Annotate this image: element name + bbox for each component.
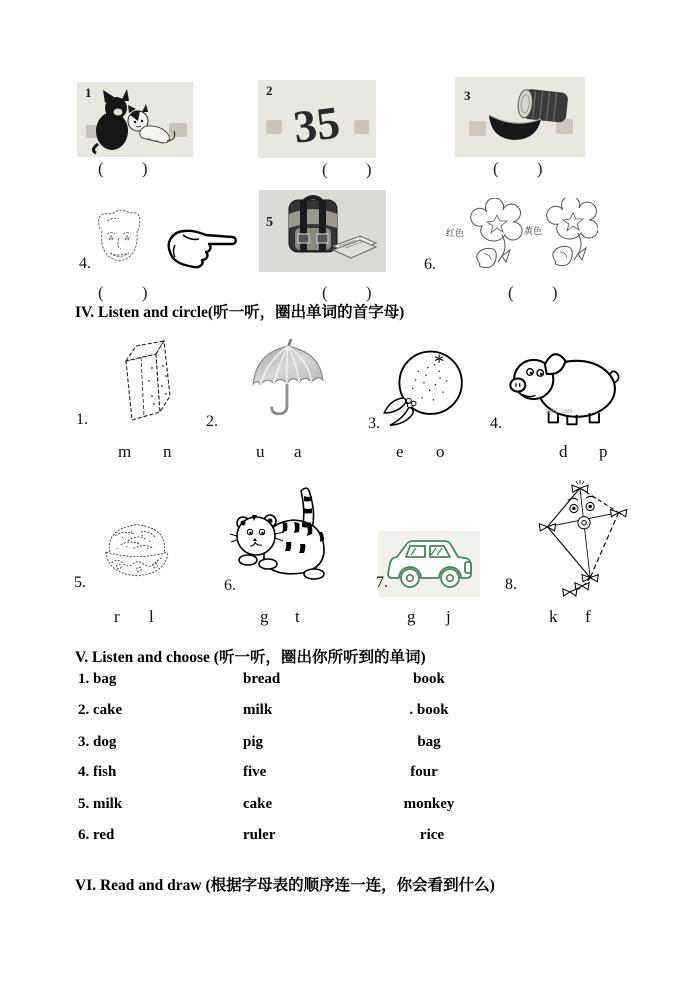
umbrella-drawing [244, 336, 332, 420]
circle-letter: a [294, 442, 302, 461]
answer-blank-5: ( ) [322, 283, 372, 302]
iv-item-number: 4. [490, 415, 502, 432]
number-35-photo [258, 80, 376, 158]
circle-letter: g [260, 607, 269, 626]
schoolbag-photo [259, 190, 386, 272]
word-option: 1. bag [78, 671, 117, 687]
word-option: pig [243, 734, 264, 750]
circle-letter: g [407, 607, 416, 626]
section-vi-heading: VI. Read and draw (根据字母表的顺序连一连，你会看到什么) [75, 877, 495, 894]
kite-drawing [530, 478, 634, 598]
tiger-drawing [230, 478, 336, 596]
pig-drawing [506, 344, 623, 428]
bread-bowl-illustration [455, 77, 585, 157]
circle-letter: o [436, 442, 445, 461]
circle-letter: e [396, 442, 404, 461]
word-option: 3. dog [78, 734, 117, 750]
word-option: milk [243, 702, 273, 718]
word-option: cake [243, 796, 273, 812]
answer-blank-4: ( ) [98, 283, 148, 302]
iv-item-number: 3. [368, 415, 380, 432]
word-option: bread [243, 671, 281, 687]
circle-letter: r [114, 607, 120, 626]
number-35-illustration [258, 80, 376, 158]
circle-letter: n [163, 442, 172, 461]
pointing-hand-icon [163, 222, 243, 278]
circle-letter: l [149, 607, 154, 626]
watermark-text: tu61. com [546, 409, 573, 415]
photo-35-text: 35 [290, 96, 343, 153]
item-number: 5 [266, 215, 273, 230]
iv-item-number: 2. [206, 413, 218, 430]
iv-item-number: 7. [376, 574, 388, 591]
morning-glory-flowers [446, 198, 598, 286]
milk-carton-drawing [109, 334, 185, 422]
circle-letter: t [295, 607, 300, 626]
iv-item-number: 8. [505, 576, 517, 593]
word-option: rice [419, 827, 445, 843]
cats-illustration [77, 82, 193, 157]
word-option: monkey [403, 796, 455, 812]
section-v-heading: V. Listen and choose (听一听，圈出你所听到的单词) [75, 649, 426, 666]
item-number: 4. [79, 255, 91, 272]
word-option: ruler [243, 827, 276, 843]
item-number: 6. [424, 256, 436, 273]
flower-color-label-right: 黄色 [524, 226, 543, 236]
iv-item-number: 5. [74, 574, 86, 591]
schoolbag-illustration [259, 190, 386, 272]
rice-bowl-drawing [96, 512, 178, 592]
answer-blank-2: ( ) [322, 160, 372, 179]
car-drawing [378, 531, 480, 597]
section-iv-heading: IV. Listen and circle(听一听，圈出单词的首字母) [75, 304, 405, 321]
circle-letter: p [599, 442, 608, 461]
flower-color-label-left: 红色 [446, 228, 465, 238]
word-option: four [410, 764, 438, 780]
item-number: 3 [464, 88, 471, 103]
grandpa-face-drawing [90, 205, 148, 271]
word-option: 2. cake [78, 702, 123, 718]
word-option: . book [409, 702, 449, 718]
cats-photo [77, 82, 193, 157]
word-option: 4. fish [78, 764, 117, 780]
word-option: 6. red [78, 827, 115, 843]
circle-letter: u [256, 442, 265, 461]
iv-item-number: 1. [76, 411, 88, 428]
word-option: five [243, 764, 267, 780]
circle-letter: d [559, 442, 568, 461]
orange-drawing [376, 343, 472, 430]
answer-blank-6: ( ) [508, 283, 558, 302]
answer-blank-3: ( ) [493, 159, 543, 178]
circle-letter: k [549, 607, 558, 626]
item-number: 2 [266, 83, 273, 98]
word-option: book [413, 671, 445, 687]
circle-letter: m [118, 442, 132, 461]
word-option: 5. milk [78, 796, 123, 812]
circle-letter: f [585, 607, 591, 626]
item-number: 1 [85, 85, 92, 100]
word-option: bag [417, 734, 441, 750]
iv-item-number: 6. [224, 577, 236, 594]
bread-bowl-photo [455, 77, 585, 157]
circle-letter: j [446, 607, 451, 626]
answer-blank-1: ( ) [98, 159, 148, 178]
